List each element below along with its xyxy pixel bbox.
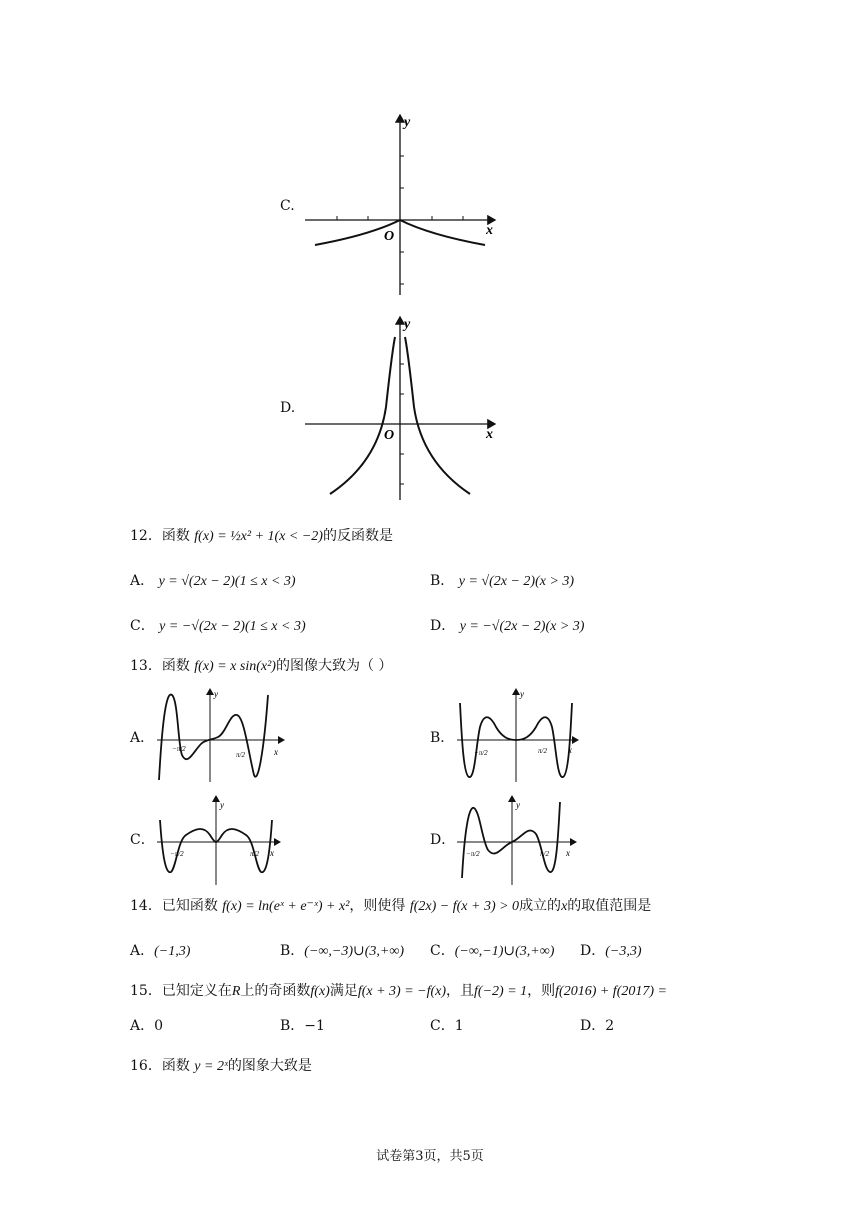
svg-text:x: x bbox=[274, 747, 278, 757]
q15-option-b[interactable]: B．−1 bbox=[280, 1018, 325, 1034]
q13-graph-a bbox=[152, 685, 292, 785]
svg-text:y: y bbox=[516, 800, 520, 810]
q14-option-d[interactable]: D．(−3,3) bbox=[580, 943, 642, 959]
q15-option-c[interactable]: C．1 bbox=[430, 1018, 464, 1034]
option-label-d: D. bbox=[280, 400, 296, 416]
svg-text:−π/2: −π/2 bbox=[172, 745, 186, 753]
x-axis-label: x bbox=[486, 427, 493, 442]
question-16: 16．函数 y = 2ˣ的图象大致是 bbox=[130, 1058, 312, 1074]
y-axis-label: y bbox=[404, 317, 411, 332]
q14-inequality: f(2x) − f(x + 3) > 0 bbox=[409, 899, 520, 914]
svg-text:y: y bbox=[220, 800, 224, 810]
q12-option-c[interactable]: C． y = −√(2x − 2)(1 ≤ x < 3) bbox=[130, 618, 306, 634]
svg-text:−π/2: −π/2 bbox=[466, 850, 480, 858]
q13-graph-d bbox=[452, 790, 592, 890]
q12-option-b[interactable]: B． y = √(2x − 2)(x > 3) bbox=[430, 573, 575, 589]
q16-formula: y = 2ˣ bbox=[194, 1059, 228, 1074]
svg-text:x: x bbox=[566, 848, 570, 858]
page-footer: 试卷第3页，共5页 bbox=[376, 1149, 484, 1164]
question-14: 14．已知函数 f(x) = ln(eˣ + e⁻ˣ) + x²，则使得 f(2x) − f(x + 3) > 0成立的x的取值范围是 bbox=[130, 898, 652, 914]
curve bbox=[159, 695, 268, 780]
svg-text:−π/2: −π/2 bbox=[170, 850, 184, 858]
svg-text:π/2: π/2 bbox=[236, 751, 245, 759]
question-15: 15．已知定义在R上的奇函数f(x)满足f(x + 3) = −f(x)，且f(−2) = 1，则f(2016) + f(2017) = bbox=[130, 983, 667, 999]
q14-option-b[interactable]: B．(−∞,−3)∪(3,+∞) bbox=[280, 943, 404, 959]
q14-option-a[interactable]: A．(−1,3) bbox=[130, 943, 191, 959]
q13-graph-b bbox=[452, 685, 592, 785]
svg-text:−π/2: −π/2 bbox=[474, 749, 488, 757]
q15-option-d[interactable]: D．2 bbox=[580, 1018, 615, 1034]
q13-option-a-label[interactable]: A． bbox=[130, 730, 155, 746]
q13-option-d-label[interactable]: D． bbox=[430, 832, 456, 848]
curve bbox=[462, 802, 560, 878]
svg-text:y: y bbox=[214, 689, 218, 699]
svg-text:y: y bbox=[520, 689, 524, 699]
curve-left bbox=[330, 337, 395, 494]
q12-formula: f(x) = ½x² + 1(x < −2) bbox=[194, 529, 323, 544]
q14-formula: f(x) = ln(eˣ + e⁻ˣ) + x² bbox=[222, 899, 350, 914]
question-13: 13．函数 f(x) = x sin(x²)的图像大致为（ ） bbox=[130, 658, 393, 674]
graph-option-d bbox=[300, 312, 510, 502]
origin-label: O bbox=[384, 229, 395, 244]
q13-graph-c bbox=[152, 790, 292, 890]
question-12: 12．函数 f(x) = ½x² + 1(x < −2)的反函数是 bbox=[130, 528, 393, 544]
option-label-c: C. bbox=[280, 198, 295, 214]
q13-formula: f(x) = x sin(x²) bbox=[194, 659, 276, 674]
q14-option-c[interactable]: C．(−∞,−1)∪(3,+∞) bbox=[430, 943, 555, 959]
q15-option-a[interactable]: A．0 bbox=[130, 1018, 164, 1034]
origin-label: O bbox=[384, 428, 395, 443]
svg-text:x: x bbox=[568, 745, 572, 755]
q12-option-d[interactable]: D． y = −√(2x − 2)(x > 3) bbox=[430, 618, 585, 634]
graph-option-c bbox=[300, 110, 510, 300]
q12-option-a[interactable]: A． y = √(2x − 2)(1 ≤ x < 3) bbox=[130, 573, 296, 589]
svg-text:π/2: π/2 bbox=[540, 850, 549, 858]
svg-text:x: x bbox=[270, 848, 274, 858]
q13-option-b-label[interactable]: B． bbox=[430, 730, 455, 746]
svg-text:π/2: π/2 bbox=[250, 850, 259, 858]
x-axis-label: x bbox=[486, 223, 493, 238]
svg-text:π/2: π/2 bbox=[538, 747, 547, 755]
curve-right bbox=[405, 337, 470, 494]
q13-option-c-label[interactable]: C． bbox=[130, 832, 155, 848]
y-axis-label: y bbox=[404, 115, 411, 130]
